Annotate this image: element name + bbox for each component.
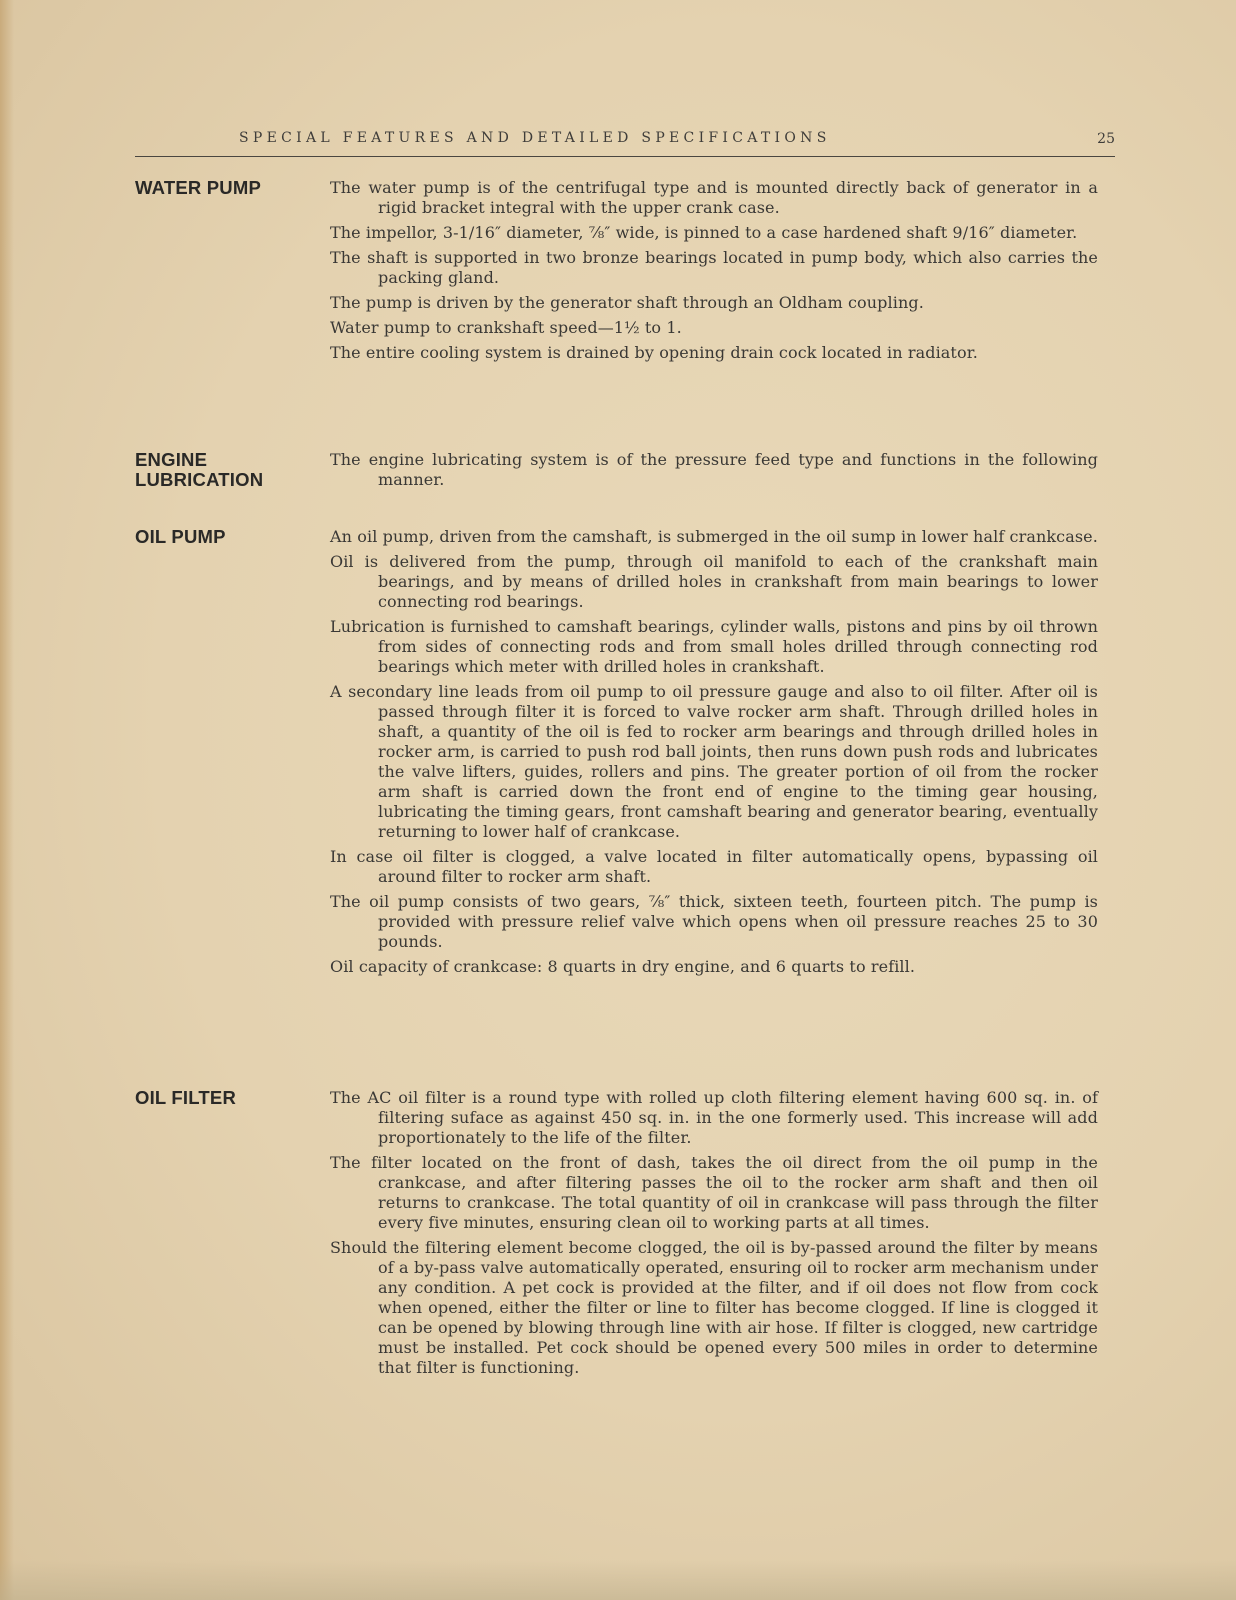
paragraph: The water pump is of the centrifugal type and is mounted directly back of generator in a rigid bracket integral with the upper crank case.	[330, 178, 1098, 217]
paragraph: The shaft is supported in two bronze bearings located in pump body, which also carries the packing gland.	[330, 248, 1098, 287]
page-number: 25	[1097, 131, 1115, 147]
section-body-water-pump	[330, 178, 1098, 368]
paragraph: Oil capacity of crankcase: 8 quarts in dry engine, and 6 quarts to refill.	[330, 957, 916, 976]
paragraph: The pump is driven by the generator shaft through an Oldham coupling.	[330, 293, 924, 312]
paragraph: The oil pump consists of two gears, ⅞″ thick, sixteen teeth, fourteen pitch. The pump is provided with pressure relief valve which opens when oil pressure reaches 25 to 30 pounds.	[330, 892, 1098, 951]
paragraph: The engine lubricating system is of the pressure feed type and functions in the following manner.	[330, 450, 1098, 489]
section-body-oil-pump	[330, 527, 1098, 982]
section-body-engine-lubrication	[330, 450, 1098, 495]
paragraph: In case oil filter is clogged, a valve located in filter automatically opens, bypassing oil around filter to rocker arm shaft.	[330, 847, 1098, 886]
paragraph: Oil is delivered from the pump, through oil manifold to each of the crankshaft main bearings, and by means of drilled holes in crankshaft from main bearings to lower connecting rod bearings.	[330, 552, 1098, 611]
section-heading-oil-filter: OIL FILTER	[135, 1087, 237, 1108]
section-heading-water-pump: WATER PUMP	[135, 177, 262, 198]
paragraph: The filter located on the front of dash, takes the oil direct from the oil pump in the crankcase, and after filtering passes the oil to the rocker arm shaft and then oil returns to crankcase. The total quantity of oil in crankcase will pass through the filter every five minutes, ensuring clean oil to working parts at all times.	[330, 1153, 1098, 1232]
paragraph: The AC oil filter is a round type with rolled up cloth filtering element having 600 sq. in. of filtering suface as against 450 sq. in. in the one formerly used. This increase will add proportionately to the life of the filter.	[330, 1088, 1098, 1147]
running-title: SPECIAL FEATURES AND DETAILED SPECIFICATIONS	[239, 130, 831, 146]
paragraph: An oil pump, driven from the camshaft, is submerged in the oil sump in lower half crankcase.	[330, 527, 1098, 546]
paragraph: Should the filtering element become clogged, the oil is by-passed around the filter by means of a by-pass valve automatically operated, ensuring oil to rocker arm mechanism under any condition. A pet cock is provided at the filter, and if oil does not flow from cock when opened, either the filter or line to filter has become clogged. If line is clogged it can be opened by blowing through line with air hose. If filter is clogged, new cartridge must be installed. Pet cock should be opened every 500 miles in order to determine that filter is functioning.	[330, 1238, 1098, 1377]
paragraph: Water pump to crankshaft speed—1½ to 1.	[330, 318, 682, 337]
page-header	[135, 128, 1115, 157]
paragraph: The entire cooling system is drained by opening drain cock located in radiator.	[330, 343, 978, 362]
paragraph: Lubrication is furnished to camshaft bearings, cylinder walls, pistons and pins by oil thrown from sides of connecting rods and from small holes drilled through connecting rod bearings which meter with drilled holes in crankshaft.	[330, 617, 1098, 676]
section-heading-oil-pump: OIL PUMP	[135, 526, 226, 547]
section-heading-engine-lubrication	[135, 450, 320, 490]
section-body-oil-filter	[330, 1088, 1098, 1383]
heading-line: LUBRICATION	[135, 469, 264, 490]
heading-line: ENGINE	[135, 449, 208, 470]
paragraph: A secondary line leads from oil pump to oil pressure gauge and also to oil filter. After oil is passed through filter it is forced to valve rocker arm shaft. Through drilled holes in shaft, a quantity of the oil is fed to rocker arm bearings and through drilled holes in rocker arm, is carried to push rod ball joints, then runs down push rods and lubricates the valve lifters, guides, rollers and pins. The greater portion of oil from the rocker arm shaft is carried down the front end of engine to the timing gear housing, lubricating the timing gears, front camshaft bearing and generator bearing, eventually returning to lower half of crankcase.	[330, 682, 1098, 841]
paragraph: The impellor, 3-1/16″ diameter, ⅞″ wide, is pinned to a case hardened shaft 9/16″ diameter.	[330, 223, 1078, 242]
